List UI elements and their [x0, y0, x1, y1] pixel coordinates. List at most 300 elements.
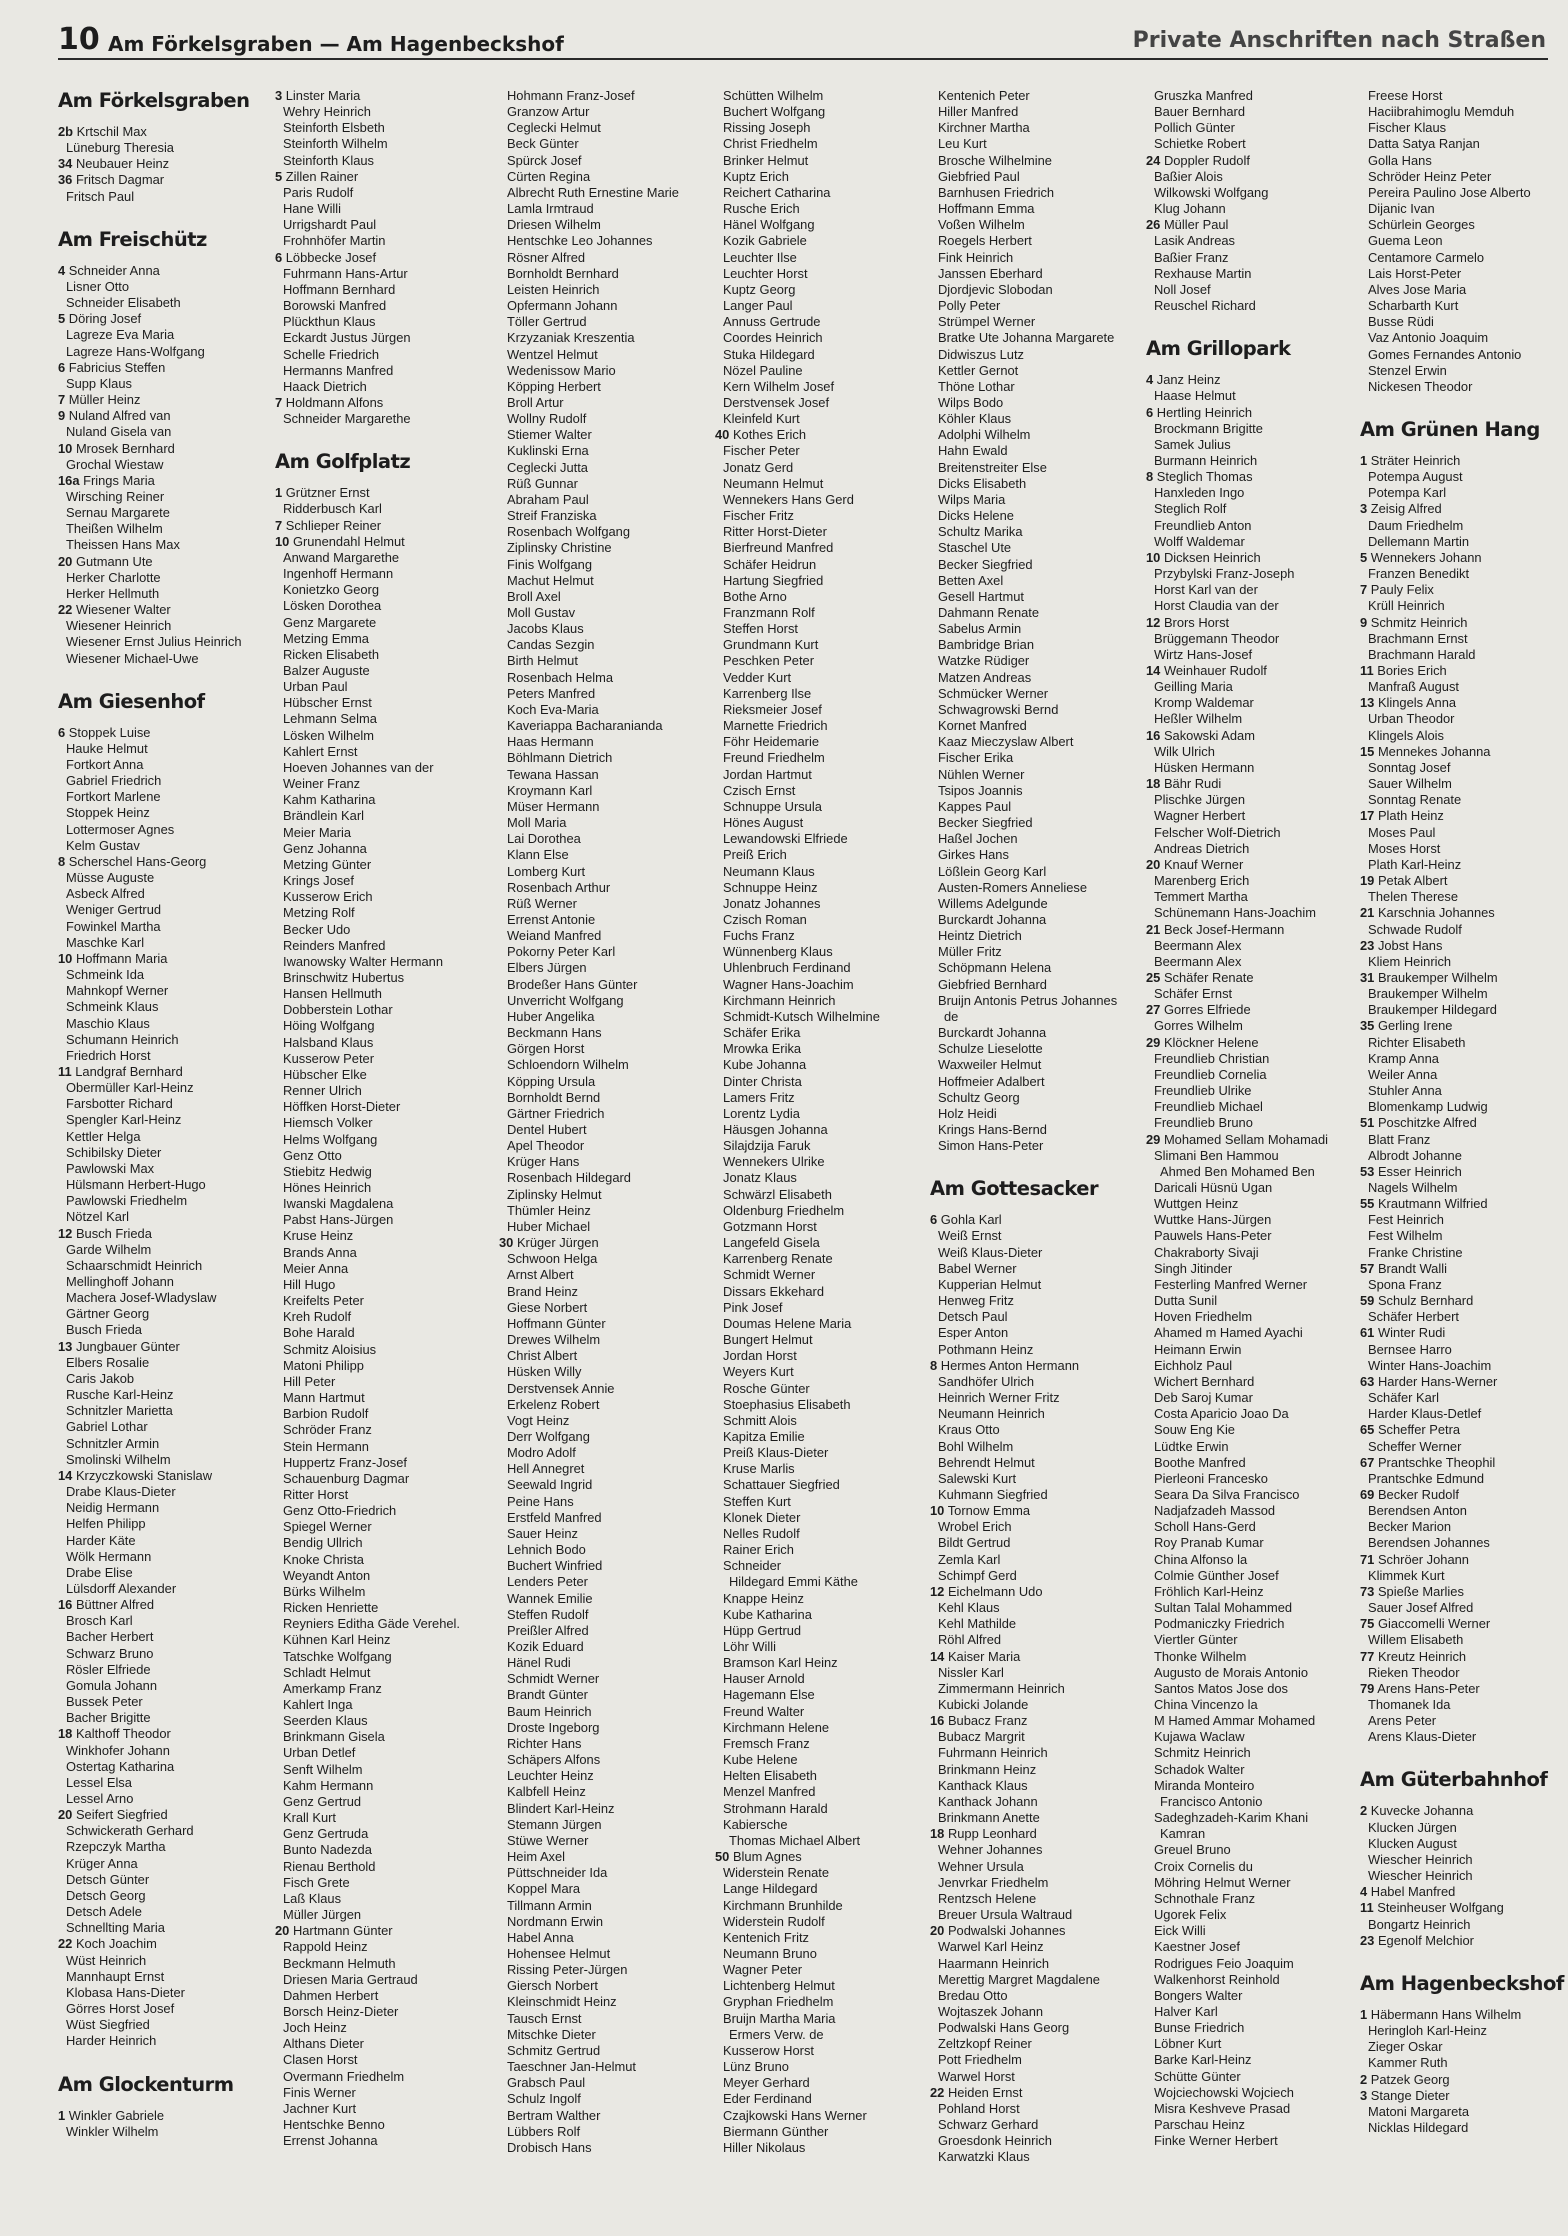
resident-name: Bambridge Brian	[938, 637, 1035, 653]
resident-name: Mellinghoff Johann	[66, 1274, 174, 1289]
resident-name: Reinders Manfred	[283, 937, 386, 953]
resident-name: Kube Katharina	[723, 1606, 812, 1622]
resident-entry	[499, 1025, 709, 1041]
resident-name: Oldenburg Friedhelm	[723, 1202, 845, 1218]
resident-name: Roy Pranab Kumar	[1154, 1535, 1264, 1551]
resident-entry	[715, 1671, 925, 1687]
resident-entry	[1146, 1358, 1356, 1374]
resident-entry	[715, 1801, 925, 1817]
resident-name: Harder Heinrich	[66, 2033, 157, 2049]
resident-entry	[715, 136, 925, 152]
resident-entry	[499, 1316, 709, 1332]
resident-name: Freund Walter	[723, 1703, 805, 1719]
resident-entry	[58, 189, 268, 205]
resident-name: Baum Heinrich	[507, 1703, 592, 1719]
resident-entry	[275, 615, 485, 631]
resident-entry	[715, 573, 925, 589]
resident-entry	[275, 1245, 485, 1261]
resident-name: Stoephasius Elisabeth	[723, 1396, 851, 1412]
resident-entry	[275, 250, 485, 266]
resident-name: Giebfried Paul	[938, 168, 1020, 184]
resident-name: Vogt Heinz	[507, 1412, 570, 1428]
resident-name: Walkenhorst Reinhold	[1154, 1971, 1280, 1987]
resident-name: Christ Friedhelm	[723, 136, 818, 152]
resident-name: Kothes Erich	[732, 427, 807, 443]
resident-name: Birth Helmut	[507, 653, 578, 669]
resident-entry	[930, 637, 1140, 653]
resident-entry	[275, 905, 485, 921]
resident-entry	[1360, 314, 1568, 330]
house-number: 17	[1360, 808, 1375, 824]
resident-name: Weiler Anna	[1368, 1066, 1438, 1082]
resident-name: Becker Udo	[283, 921, 351, 937]
resident-entry	[1360, 485, 1568, 501]
resident-entry	[930, 589, 1140, 605]
resident-entry	[58, 805, 268, 821]
resident-entry	[275, 1455, 485, 1471]
resident-name: Pawlowski Friedhelm	[66, 1193, 188, 1209]
resident-name: Lagreze Hans-Wolfgang	[66, 343, 205, 359]
resident-name: Weyers Kurt	[723, 1364, 794, 1380]
resident-entry	[1360, 153, 1568, 169]
resident-name: Ahmed Ben Mohamed Ben	[1160, 1163, 1315, 1179]
resident-name: Pothmann Heinz	[938, 1341, 1034, 1357]
resident-entry	[930, 1923, 1140, 1939]
resident-name: Slimani Ben Hammou	[1154, 1147, 1279, 1163]
resident-name: Elbers Rosalie	[66, 1354, 150, 1370]
resident-entry	[275, 1891, 485, 1907]
resident-name: Miranda Monteiro	[1154, 1777, 1255, 1793]
resident-name: Schulze Lieselotte	[938, 1041, 1043, 1057]
resident-entry	[1146, 1697, 1356, 1713]
resident-name: Föhr Heidemarie	[723, 734, 819, 750]
resident-entry	[275, 518, 485, 534]
resident-name: Herker Charlotte	[66, 569, 161, 585]
resident-name: Fuhrmann Heinrich	[938, 1745, 1048, 1761]
resident-name: Baßier Franz	[1154, 249, 1229, 265]
resident-entry	[1146, 744, 1356, 760]
resident-entry	[275, 1972, 485, 1988]
resident-name: Kapitza Emilie	[723, 1428, 805, 1444]
resident-name: Hüsken Hermann	[1154, 759, 1255, 775]
resident-entry	[1146, 905, 1356, 921]
resident-name: Ceglecki Jutta	[507, 459, 588, 475]
resident-entry	[275, 153, 485, 169]
resident-name: Krtschil Max	[76, 124, 147, 139]
resident-entry	[930, 734, 1140, 750]
resident-name: Franzmann Rolf	[723, 605, 815, 620]
resident-entry	[58, 521, 268, 537]
resident-name: Urban Detlef	[283, 1745, 356, 1761]
resident-entry	[499, 1526, 709, 1542]
resident-entry	[275, 1552, 485, 1568]
resident-name: Schäfer Erika	[723, 1025, 801, 1041]
resident-entry	[715, 1752, 925, 1768]
resident-name: Freundlieb Bruno	[1154, 1115, 1253, 1131]
house-number: 35	[1360, 1018, 1375, 1034]
house-number: 11	[1360, 663, 1374, 678]
resident-entry	[1360, 1115, 1568, 1131]
resident-name: Blatt Franz	[1368, 1131, 1431, 1147]
resident-name: Andreas Dietrich	[1154, 840, 1250, 856]
resident-entry	[1360, 282, 1568, 298]
resident-entry	[715, 2140, 925, 2156]
resident-name: Wilps Bodo	[938, 394, 1004, 410]
resident-entry	[715, 2059, 925, 2075]
resident-name: Plückthun Klaus	[283, 314, 376, 330]
resident-name: Krautmann Wilfried	[1377, 1196, 1488, 1212]
resident-entry	[499, 411, 709, 427]
resident-entry	[58, 2017, 268, 2033]
resident-entry	[499, 282, 709, 298]
resident-name: Schnitzler Marietta	[66, 1403, 173, 1419]
resident-name: Schmeink Klaus	[66, 999, 159, 1015]
resident-name: Tewana Hassan	[507, 766, 599, 782]
house-number: 7	[1360, 582, 1368, 598]
resident-name: Huber Angelika	[507, 1008, 595, 1024]
resident-name: Ermers Verw. de	[729, 2026, 824, 2042]
resident-name: Wiescher Heinrich	[1368, 1851, 1473, 1867]
resident-name: Doumas Helene Maria	[723, 1315, 852, 1331]
resident-entry	[1360, 1293, 1568, 1309]
resident-entry	[275, 1778, 485, 1794]
resident-name: Kreh Rudolf	[283, 1309, 352, 1325]
resident-entry	[1146, 2085, 1356, 2101]
resident-name: Haack Dietrich	[283, 378, 367, 394]
resident-entry	[1146, 1600, 1356, 1616]
resident-entry	[1360, 938, 1568, 954]
resident-name: Jonatz Johannes	[723, 895, 821, 911]
house-number: 61	[1360, 1325, 1375, 1341]
resident-entry	[275, 1907, 485, 1923]
resident-name: Hauser Arnold	[723, 1671, 805, 1687]
resident-entry	[58, 408, 268, 424]
resident-entry	[499, 1300, 709, 1316]
resident-entry	[930, 427, 1140, 443]
resident-entry	[499, 1639, 709, 1655]
resident-entry	[58, 1678, 268, 1694]
resident-name: Bohe Harald	[283, 1325, 355, 1341]
resident-name: Iwanski Magdalena	[283, 1196, 394, 1212]
resident-name: Dellemann Martin	[1368, 533, 1470, 549]
resident-name: Genz Johanna	[283, 840, 367, 856]
resident-entry	[58, 1888, 268, 1904]
resident-name: Babel Werner	[938, 1260, 1017, 1276]
resident-entry	[715, 1833, 925, 1849]
resident-name: Kuvecke Johanna	[1370, 1803, 1474, 1819]
house-number: 3	[1360, 2087, 1368, 2103]
resident-name: Bacher Brigitte	[66, 1710, 151, 1726]
resident-entry	[930, 1009, 1140, 1025]
resident-name: Misra Keshveve Prasad	[1154, 2100, 1291, 2116]
resident-entry	[499, 1704, 709, 1720]
resident-name: Beermann Alex	[1154, 953, 1242, 969]
resident-name: Rüß Werner	[507, 895, 577, 911]
resident-entry	[1360, 185, 1568, 201]
resident-name: Thelen Therese	[1368, 889, 1459, 905]
resident-name: Weiand Manfred	[507, 928, 602, 944]
resident-entry	[275, 347, 485, 363]
resident-entry	[58, 983, 268, 999]
resident-name: Steinheuser Wolfgang	[1377, 1900, 1504, 1916]
resident-entry	[930, 1681, 1140, 1697]
house-number: 10	[930, 1503, 945, 1519]
resident-entry	[58, 1646, 268, 1662]
resident-name: Machut Helmut	[507, 572, 594, 588]
resident-name: Schladt Helmut	[283, 1664, 371, 1680]
resident-name: Pereira Paulino Jose Alberto	[1368, 184, 1531, 200]
resident-name: Kleinschmidt Heinz	[507, 1994, 617, 2010]
resident-name: Mennekes Johanna	[1377, 743, 1491, 759]
resident-name: China Alfonso la	[1154, 1551, 1248, 1567]
resident-name: Jordan Horst	[723, 1348, 797, 1364]
resident-entry	[499, 1607, 709, 1623]
resident-entry	[1360, 2039, 1568, 2055]
resident-entry	[58, 1516, 268, 1532]
resident-name: Maschio Klaus	[66, 1015, 150, 1031]
resident-entry	[58, 1209, 268, 1225]
resident-name: Kaaz Mieczyslaw Albert	[938, 734, 1074, 750]
resident-name: Kabiersche	[723, 1816, 788, 1832]
resident-name: Richter Elisabeth	[1368, 1034, 1466, 1050]
resident-name: Urrigshardt Paul	[283, 217, 377, 233]
resident-entry	[275, 1051, 485, 1067]
resident-name: Thöne Lothar	[938, 378, 1015, 394]
resident-entry	[58, 935, 268, 951]
resident-entry	[930, 1277, 1140, 1293]
resident-entry	[930, 266, 1140, 282]
resident-name: Brinkmann Gisela	[283, 1729, 385, 1745]
resident-name: Detsch Adele	[66, 1904, 142, 1920]
resident-entry	[930, 2004, 1140, 2020]
resident-name: Schäpers Alfons	[507, 1752, 601, 1768]
resident-entry	[1146, 825, 1356, 841]
resident-entry	[715, 363, 925, 379]
resident-name: Kromp Waldemar	[1154, 695, 1254, 711]
resident-entry	[930, 670, 1140, 686]
resident-entry	[499, 977, 709, 993]
resident-entry	[1146, 169, 1356, 185]
house-number: 5	[275, 168, 283, 184]
house-number: 12	[1146, 614, 1161, 630]
resident-name: Zieger Oskar	[1368, 2039, 1443, 2055]
resident-name: Braukemper Wilhelm	[1368, 986, 1488, 1002]
resident-entry	[58, 1112, 268, 1128]
resident-name: Gutmann Ute	[75, 553, 153, 569]
resident-name: Rosenbach Hildegard	[507, 1170, 631, 1186]
resident-entry	[1146, 2036, 1356, 2052]
resident-entry	[930, 912, 1140, 928]
resident-name: Candas Sezgin	[507, 637, 595, 653]
resident-name: Mohamed Sellam Mohamadi	[1163, 1131, 1329, 1147]
resident-entry	[275, 873, 485, 889]
resident-entry	[715, 1251, 925, 1267]
resident-name: Fischer Klaus	[1368, 120, 1447, 136]
resident-entry	[715, 395, 925, 411]
resident-entry	[1146, 1859, 1356, 1875]
resident-entry	[499, 1671, 709, 1687]
resident-entry	[499, 476, 709, 492]
resident-entry	[1146, 1875, 1356, 1891]
resident-name: Schmitz Heinrich	[1154, 1745, 1251, 1761]
resident-entry	[275, 1148, 485, 1164]
house-number: 77	[1360, 1648, 1375, 1664]
resident-name: Hane Willi	[283, 201, 342, 217]
resident-entry	[930, 557, 1140, 573]
resident-entry	[715, 347, 925, 363]
house-number: 2	[1360, 2071, 1368, 2087]
resident-name: Töller Gertrud	[507, 314, 587, 330]
resident-entry	[499, 653, 709, 669]
resident-entry	[275, 1390, 485, 1406]
resident-name: Nagels Wilhelm	[1368, 1180, 1458, 1195]
resident-name: Detsch Günter	[66, 1871, 150, 1887]
resident-name: Sabelus Armin	[938, 621, 1022, 637]
resident-name: Häbermann Hans Wilhelm	[1370, 2006, 1522, 2022]
resident-entry	[1360, 298, 1568, 314]
resident-name: Krüger Hans	[507, 1154, 580, 1170]
resident-name: Scherschel Hans-Georg	[68, 853, 207, 869]
resident-name: Gohla Karl	[940, 1212, 1002, 1228]
resident-entry	[499, 767, 709, 783]
resident-name: Ingenhoff Hermann	[283, 566, 394, 582]
resident-name: Jobst Hans	[1377, 937, 1443, 953]
resident-entry	[275, 379, 485, 395]
resident-entry	[715, 1558, 925, 1574]
resident-entry	[499, 1623, 709, 1639]
resident-name: Bunto Nadezda	[283, 1842, 372, 1858]
resident-name: Bürks Wilhelm	[283, 1583, 366, 1599]
resident-name: Linster Maria	[285, 88, 361, 103]
street-heading: Am Gottesacker	[930, 1177, 1099, 1201]
resident-entry	[58, 1969, 268, 1985]
resident-entry	[715, 1316, 925, 1332]
resident-entry	[275, 1632, 485, 1648]
resident-entry	[1146, 922, 1356, 938]
resident-entry	[930, 993, 1140, 1009]
resident-entry	[715, 1300, 925, 1316]
resident-name: Preißler Alfred	[507, 1622, 589, 1638]
resident-name: Fink Heinrich	[938, 249, 1014, 265]
resident-entry	[1146, 437, 1356, 453]
resident-entry	[1146, 1309, 1356, 1325]
resident-name: Gorres Elfriede	[1163, 1002, 1251, 1018]
resident-name: Drabe Elise	[66, 1564, 133, 1580]
resident-entry	[499, 1946, 709, 1962]
resident-entry	[499, 880, 709, 896]
resident-entry	[499, 395, 709, 411]
street-section	[715, 88, 925, 2156]
resident-name: Wollny Rudolf	[507, 411, 587, 427]
resident-name: Heßler Wilhelm	[1154, 711, 1243, 727]
resident-name: Frohnhöfer Martin	[283, 233, 386, 249]
resident-name: Halsband Klaus	[283, 1034, 374, 1050]
resident-entry	[930, 1090, 1140, 1106]
resident-name: Bruijn Martha Maria	[723, 2010, 836, 2026]
resident-entry	[499, 217, 709, 233]
resident-entry	[58, 1613, 268, 1629]
resident-entry	[275, 1794, 485, 1810]
resident-entry	[715, 120, 925, 136]
resident-entry	[930, 864, 1140, 880]
house-number: 16	[58, 1597, 73, 1613]
resident-name: Haßel Jochen	[938, 831, 1018, 847]
resident-entry	[930, 1309, 1140, 1325]
house-number: 15	[1360, 743, 1375, 759]
resident-entry	[58, 773, 268, 789]
resident-name: Spona Franz	[1368, 1276, 1442, 1292]
resident-name: Karrenberg Ilse	[723, 685, 812, 701]
resident-entry	[930, 1519, 1140, 1535]
resident-entry	[715, 702, 925, 718]
resident-entry	[499, 1122, 709, 1138]
resident-entry	[499, 1881, 709, 1897]
resident-entry	[275, 136, 485, 152]
resident-entry	[58, 1048, 268, 1064]
resident-name: Schmitz Gertrud	[507, 2042, 601, 2058]
resident-entry	[715, 815, 925, 831]
resident-name: Wagner Peter	[723, 1962, 803, 1978]
resident-name: Becker Rudolf	[1377, 1486, 1459, 1502]
resident-name: Golla Hans	[1368, 152, 1432, 168]
resident-name: Bornholdt Bernd	[507, 1089, 601, 1105]
resident-name: Bacher Herbert	[66, 1629, 154, 1645]
resident-name: Kupperian Helmut	[938, 1276, 1042, 1292]
resident-name: Müller Fritz	[938, 944, 1002, 960]
resident-name: Nuland Alfred van	[68, 408, 171, 424]
house-number: 67	[1360, 1454, 1375, 1470]
resident-name: Kramp Anna	[1368, 1050, 1439, 1066]
resident-entry	[58, 1032, 268, 1048]
resident-name: Braukemper Wilhelm	[1377, 969, 1498, 985]
resident-entry	[275, 760, 485, 776]
resident-entry	[58, 554, 268, 570]
resident-name: Temmert Martha	[1154, 889, 1248, 905]
resident-entry	[930, 831, 1140, 847]
resident-entry	[1146, 857, 1356, 873]
resident-name: Matzen Andreas	[938, 669, 1032, 685]
resident-name: Drabe Klaus-Dieter	[66, 1484, 176, 1500]
resident-name: Roegels Herbert	[938, 233, 1032, 249]
resident-name: Beckmann Hans	[507, 1025, 602, 1041]
resident-entry	[930, 1794, 1140, 1810]
resident-name: Dentel Hubert	[507, 1122, 587, 1137]
resident-name: Freund Friedhelm	[723, 750, 825, 766]
house-number: 23	[1360, 937, 1375, 953]
resident-name: Winter Rudi	[1377, 1325, 1446, 1341]
resident-entry	[930, 1875, 1140, 1891]
resident-entry	[1146, 776, 1356, 792]
resident-entry	[1360, 453, 1568, 469]
resident-entry	[1146, 1988, 1356, 2004]
resident-entry	[499, 702, 709, 718]
resident-name: Kirchmann Helene	[723, 1719, 830, 1735]
resident-entry	[499, 1898, 709, 1914]
resident-entry	[499, 1655, 709, 1671]
resident-entry	[715, 153, 925, 169]
resident-entry	[499, 589, 709, 605]
resident-name: Modro Adolf	[507, 1445, 576, 1461]
resident-name: Felscher Wolf-Dietrich	[1154, 824, 1281, 840]
house-number: 71	[1360, 1551, 1375, 1567]
resident-name: Salewski Kurt	[938, 1470, 1017, 1486]
resident-name: Rosenbach Arthur	[507, 879, 611, 895]
resident-entry	[1146, 938, 1356, 954]
resident-entry	[275, 1487, 485, 1503]
resident-entry	[499, 136, 709, 152]
house-number: 22	[930, 2084, 945, 2100]
resident-name: Hiller Nikolaus	[723, 2139, 806, 2155]
